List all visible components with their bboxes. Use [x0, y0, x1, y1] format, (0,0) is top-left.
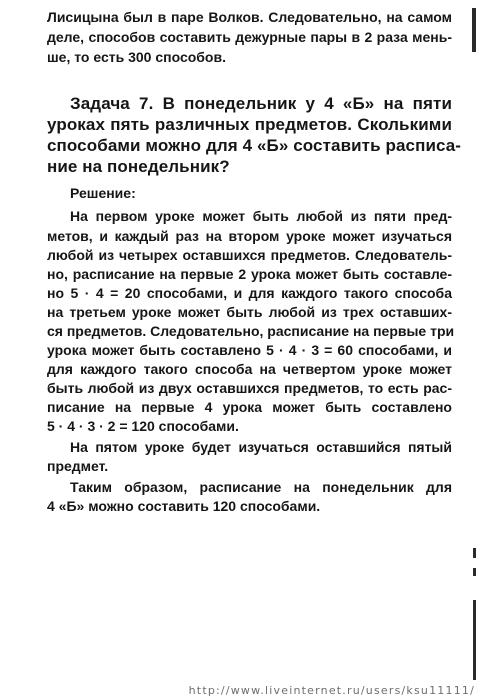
task-label: Задача 7.: [70, 94, 154, 113]
solution-line-3: любой из четырех оставшихся предметов. Следователь-: [47, 247, 452, 263]
intro-line-2: деле, способов составить дежурные пары в 2 раза мень-: [47, 29, 452, 45]
task-line-3: способами можно для 4 «Б» составить расписа-: [47, 136, 462, 155]
solution-line-6: на третьем уроке может быть любой из трех оставших-: [47, 304, 452, 320]
solution-line-7: ся предметов. Следовательно, расписание на первые три: [47, 323, 455, 339]
solution-line-1: На первом уроке может быть любой из пяти пред-: [70, 208, 452, 224]
solution-line-16: 4 «Б» можно составить 120 способами.: [47, 498, 321, 514]
binding-edge-mark-top: [472, 8, 476, 52]
intro-line-3: ше, то есть 300 способов.: [47, 49, 226, 65]
binding-edge-mark-1: [473, 548, 476, 558]
solution-line-8: урока может быть составлено 5 · 4 · 3 = 60 способами, и: [47, 342, 452, 358]
binding-edge-mark-2: [473, 568, 476, 576]
task-line-2: уроках пять различных предметов. Сколькими: [47, 115, 452, 134]
watermark-url: http://www.liveinternet.ru/users/ksu11111/: [188, 684, 475, 697]
solution-line-2: метов, и каждый раз на втором уроке может изучаться: [47, 228, 452, 244]
task-line-4: ние на понедельник?: [47, 157, 230, 176]
solution-line-9: для каждого такого способа на четвертом уроке может: [47, 361, 452, 377]
solution-heading: Решение:: [70, 185, 136, 201]
task-line-1: [70, 94, 452, 114]
solution-line-12: 5 · 4 · 3 · 2 = 120 способами.: [47, 418, 239, 434]
solution-line-14: предмет.: [47, 458, 109, 474]
solution-line-11: писание на первые 4 урока может быть составлено: [47, 399, 452, 415]
solution-line-4: но, расписание на первые 2 урока может быть составле-: [47, 266, 452, 282]
solution-line-15: Таким образом, расписание на понедельник для: [70, 479, 452, 495]
solution-line-5: но 5 · 4 = 20 способами, и для каждого такого способа: [47, 285, 452, 301]
solution-line-10: быть любой из двух оставшихся предметов, то есть рас-: [47, 380, 452, 396]
intro-line-1: Лисицына был в паре Волков. Следовательно, на самом: [47, 9, 452, 25]
solution-line-13: На пятом уроке будет изучаться оставшийся пятый: [70, 439, 452, 455]
binding-edge-mark-bottom: [473, 600, 476, 680]
task-line-1-text: В понедельник у 4 «Б» на пяти: [162, 94, 452, 113]
